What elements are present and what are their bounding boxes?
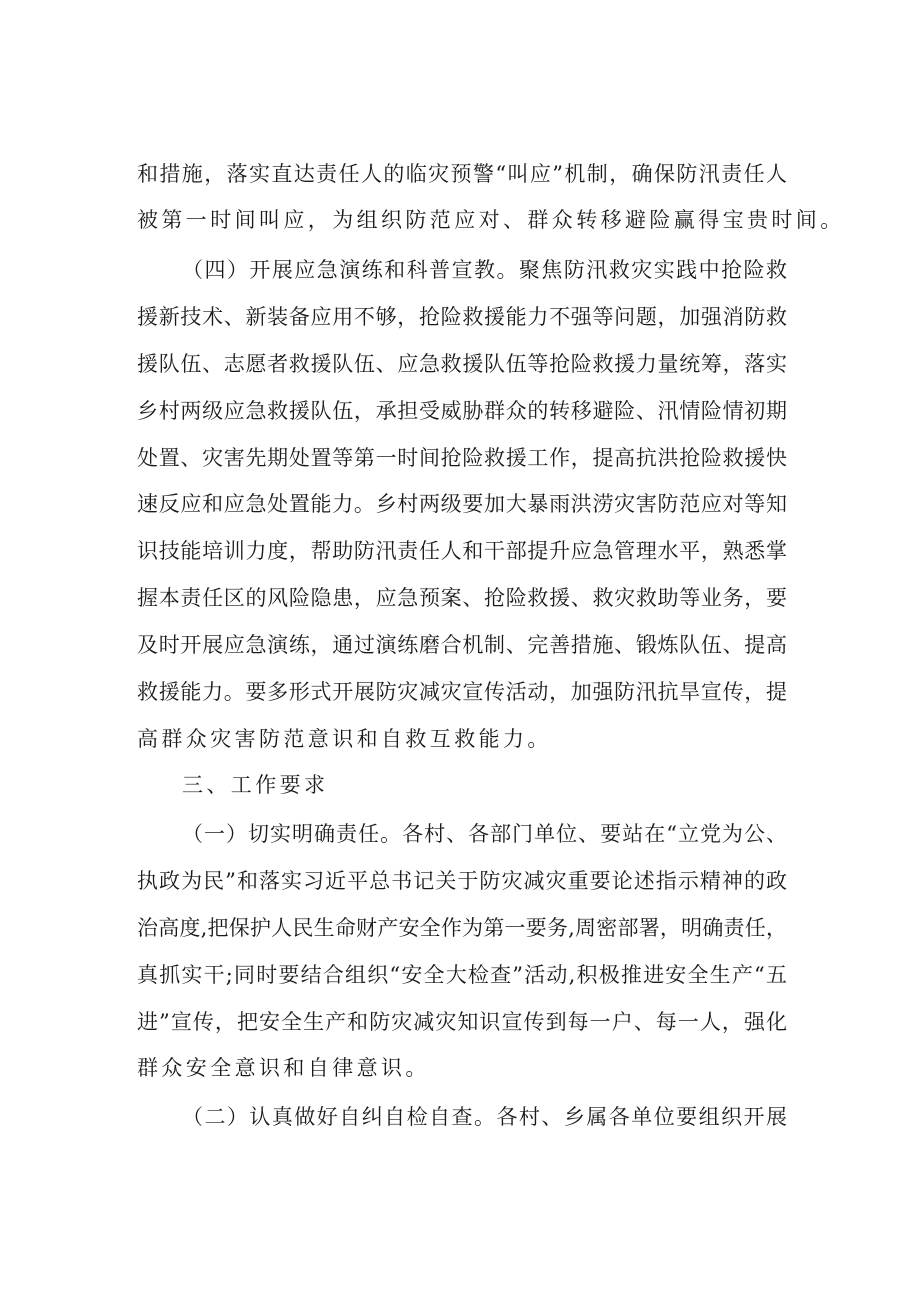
text-line: 进”宣传，把安全生产和防灾减灾知识宣传到每一户、每一人，强化 — [137, 1010, 787, 1034]
text-line: 群众安全意识和自律意识。 — [137, 1056, 430, 1080]
text-line: 握本责任区的风险隐患，应急预案、抢险救援、救灾救助等业务，要 — [137, 586, 787, 610]
text-line: （四）开展应急演练和科普宣教。聚焦防汛救灾实践中抢险救 — [182, 258, 787, 282]
text-line: 乡村两级应急救援队伍，承担受威胁群众的转移避险、汛情险情初期 — [137, 399, 787, 423]
text-line: 识技能培训力度，帮助防汛责任人和干部提升应急管理水平，熟悉掌 — [137, 539, 787, 563]
text-line: 援队伍、志愿者救援队伍、应急救援队伍等抢险救援力量统筹，落实 — [137, 352, 787, 376]
text-line: （一）切实明确责任。各村、各部门单位、要站在“立党为公、 — [182, 822, 787, 846]
section-heading-text: 三、工作要求 — [182, 773, 329, 797]
text-line: 被第一时间叫应，为组织防范应对、群众转移避险赢得宝贵时间。 — [137, 208, 845, 232]
text-line: 真抓实干;同时要结合组织“安全大检查”活动,积极推进安全生产“五 — [137, 963, 787, 987]
text-line: 和措施，落实直达责任人的临灾预警“叫应”机制，确保防汛责任人 — [137, 162, 787, 186]
text-line: 援新技术、新装备应用不够，抢险救援能力不强等问题，加强消防救 — [137, 305, 787, 329]
text-line: 高群众灾害防范意识和自救互救能力。 — [137, 727, 552, 751]
text-line: 处置、灾害先期处置等第一时间抢险救援工作，提高抗洪抢险救援快 — [137, 446, 787, 470]
text-line: 及时开展应急演练，通过演练磨合机制、完善措施、锻炼队伍、提高 — [137, 633, 787, 657]
text-line: 救援能力。要多形式开展防灾减灾宣传活动，加强防汛抗旱宣传，提 — [137, 680, 787, 704]
text-line: （二）认真做好自纠自检自查。各村、乡属各单位要组织开展 — [182, 1105, 787, 1129]
text-line: 执政为民”和落实习近平总书记关于防灾减灾重要论述指示精神的政 — [137, 869, 787, 893]
text-line: 速反应和应急处置能力。乡村两级要加大暴雨洪涝灾害防范应对等知 — [137, 492, 787, 516]
text-line: 治高度,把保护人民生命财产安全作为第一要务,周密部署，明确责任， — [137, 916, 787, 940]
